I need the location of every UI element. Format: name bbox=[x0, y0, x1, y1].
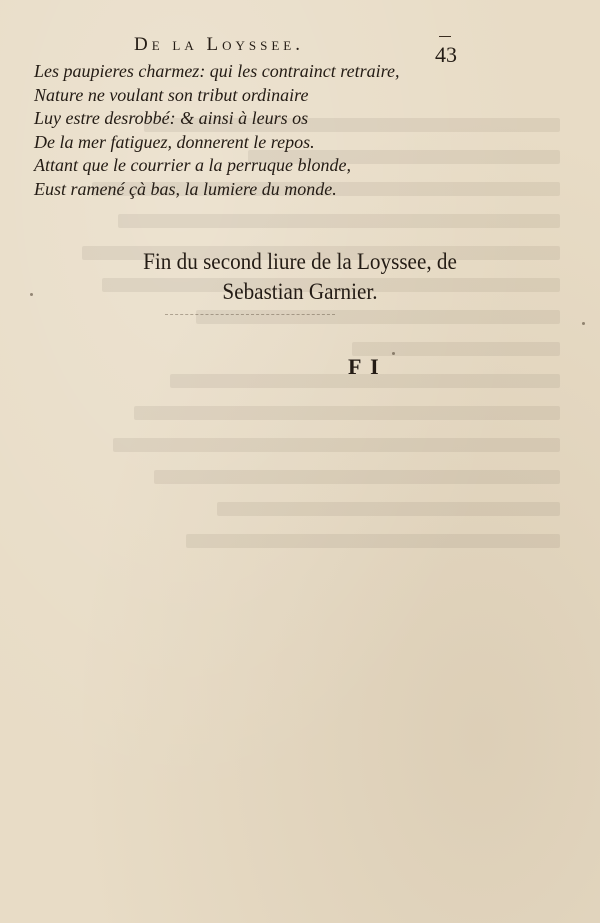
paper-speck bbox=[30, 293, 33, 296]
colophon-line-1: Fin du second liure de la Loyssee, de bbox=[143, 249, 457, 274]
paper-speck bbox=[582, 322, 585, 325]
reverse-side-show-through bbox=[40, 100, 560, 820]
paper-speck bbox=[392, 352, 395, 355]
printer-signature-mark: F I bbox=[348, 354, 381, 379]
running-title: De la Loyssee. bbox=[134, 34, 304, 55]
verse-line: De la mer fatiguez, donnerent le repos. bbox=[34, 131, 315, 152]
colophon-line-2: Sebastian Garnier. bbox=[222, 279, 378, 304]
page-number: 43 bbox=[435, 42, 457, 67]
verse-block bbox=[34, 60, 399, 201]
decorative-rule bbox=[165, 314, 335, 315]
verse-line: Nature ne voulant son tribut ordinaire bbox=[34, 84, 309, 105]
book-closing-colophon bbox=[24, 247, 576, 307]
verse-line: Eust ramené çà bas, la lumiere du monde. bbox=[34, 178, 337, 199]
verse-line: Attant que le courrier a la perruque blonde, bbox=[34, 155, 351, 175]
verse-line: Les paupieres charmez: qui les contrainct retraire, bbox=[34, 61, 400, 81]
verse-line: Luy estre desrobbé: & ainsi à leurs os bbox=[34, 108, 309, 128]
